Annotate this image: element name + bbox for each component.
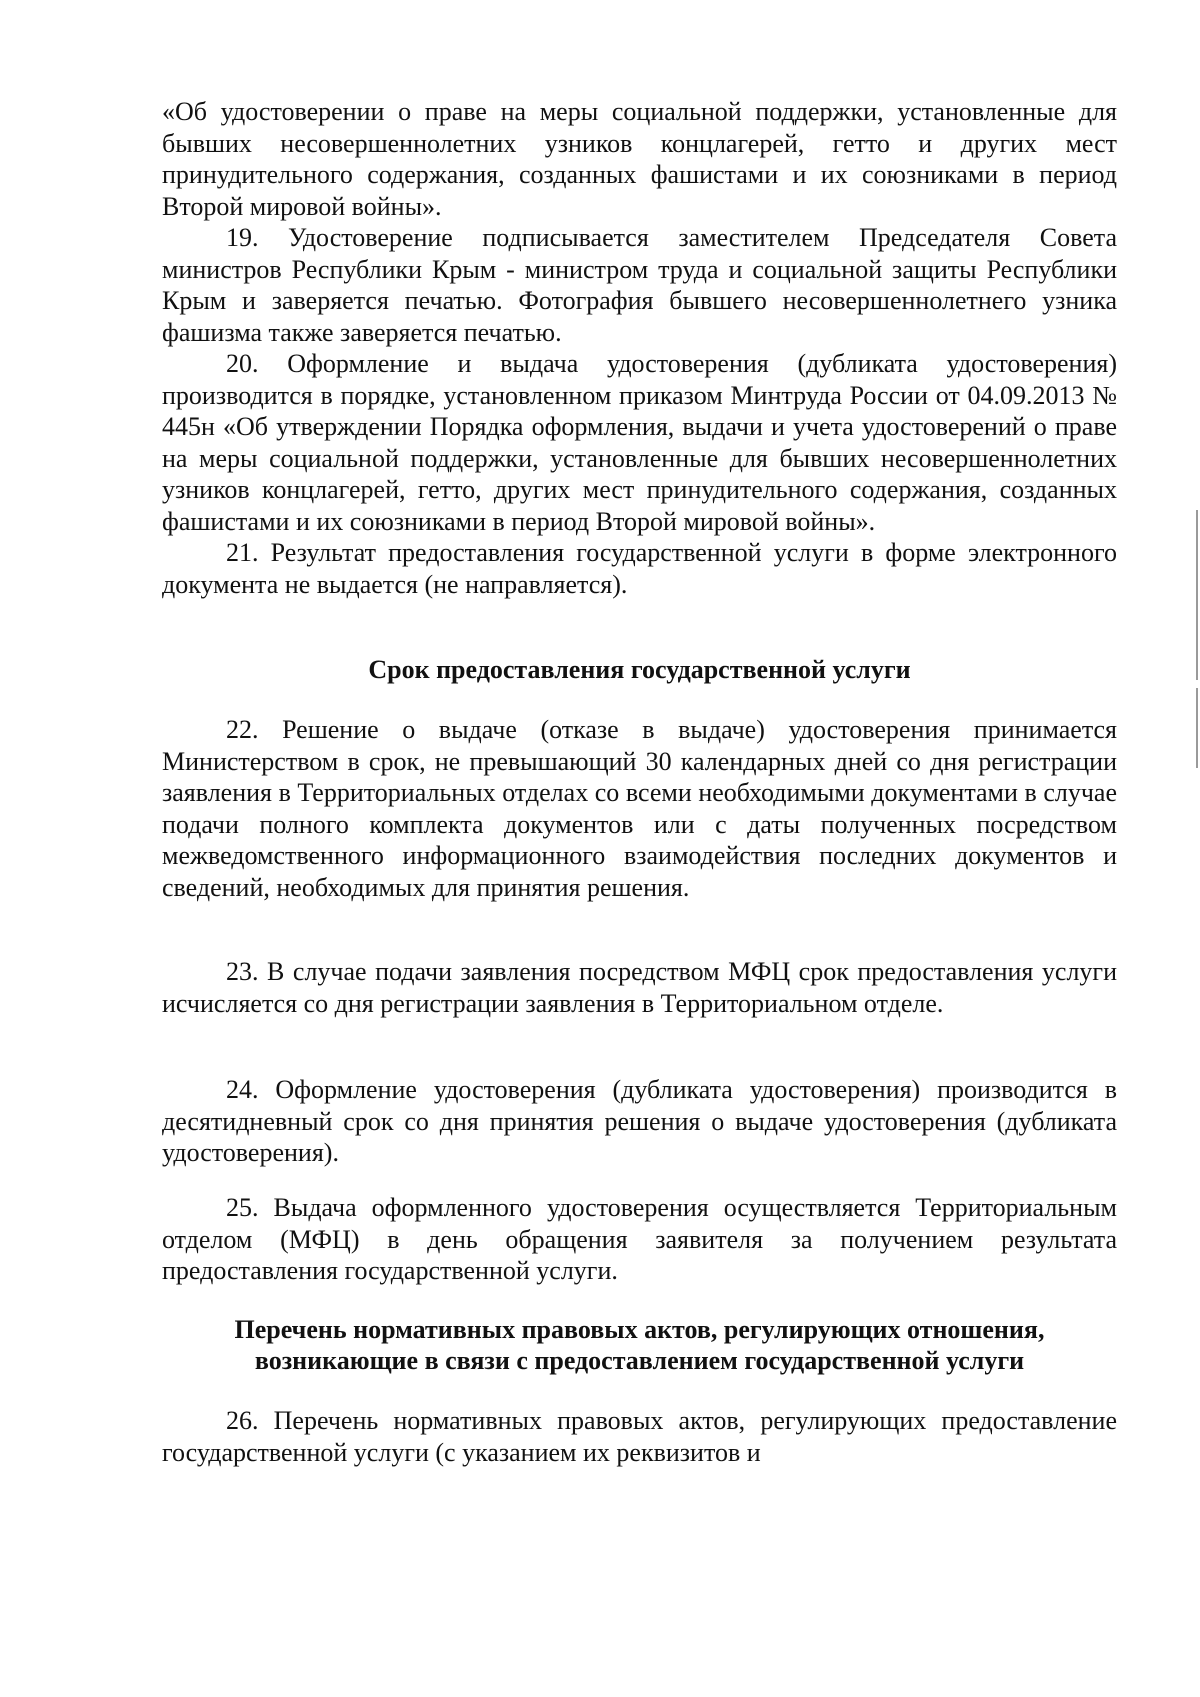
- section-heading-legal-acts-line-1: Перечень нормативных правовых актов, регулирующих отношения,: [234, 1315, 1045, 1344]
- paragraph-19: 19. Удостоверение подписывается заместителем Председателя Совета министров Республики Крым - министром труда и социальной защиты Республики Крым и заверяется печатью. Фотография бывшего несовершеннолетнего узника фашизма также заверяется печатью.: [162, 223, 1117, 347]
- paragraph-24-block: [162, 1074, 1117, 1169]
- paragraph-continuation: «Об удостоверении о праве на меры социальной поддержки, установленные для бывших несовершеннолетних узников концлагерей, гетто и других мест принудительного содержания, созданных фашистами и их союзниками в период Второй мировой войны».: [162, 97, 1117, 221]
- paragraph-23-block: [162, 956, 1117, 1019]
- paragraph-26: 26. Перечень нормативных правовых актов, регулирующих предоставление государственной услуги (с указанием их реквизитов и: [162, 1406, 1117, 1467]
- paragraph-23: 23. В случае подачи заявления посредством МФЦ срок предоставления услуги исчисляется со дня регистрации заявления в Территориальном отделе.: [162, 957, 1117, 1018]
- paragraph-22-block: [162, 714, 1117, 903]
- scan-edge-mark-lower: [1196, 688, 1198, 768]
- paragraphs-group-1: [162, 96, 1117, 600]
- paragraph-25: 25. Выдача оформленного удостоверения осуществляется Территориальным отделом (МФЦ) в день обращения заявителя за получением результата предоставления государственной услуги.: [162, 1193, 1117, 1285]
- paragraph-25-block: [162, 1192, 1117, 1287]
- paragraph-22: 22. Решение о выдаче (отказе в выдаче) удостоверения принимается Министерством в срок, не превышающий 30 календарных дней со дня регистрации заявления в Территориальных отделах со всеми необходимыми документами в случае подачи полного комплекта документов или с даты полученных посредством межведомственного информационного взаимодействия последних документов и сведений, необходимых для принятия решения.: [162, 715, 1117, 902]
- section-heading-term: Срок предоставления государственной услуги: [368, 655, 911, 684]
- paragraph-26-block: [162, 1405, 1117, 1468]
- section-heading-legal-acts-line-2: возникающие в связи с предоставлением государственной услуги: [254, 1346, 1025, 1375]
- paragraph-21: 21. Результат предоставления государственной услуги в форме электронного документа не выдается (не направляется).: [162, 538, 1117, 599]
- scan-edge-mark: [1196, 510, 1198, 680]
- paragraph-24: 24. Оформление удостоверения (дубликата удостоверения) производится в десятидневный срок со дня принятия решения о выдаче удостоверения (дубликата удостоверения).: [162, 1075, 1117, 1167]
- paragraph-20: 20. Оформление и выдача удостоверения (дубликата удостоверения) производится в порядке, установленном приказом Минтруда России от 04.09.2013 № 445н «Об утверждении Порядка оформления, выдачи и учета удостоверений о праве на меры социальной поддержки, установленные для бывших несовершеннолетних узников концлагерей, гетто, других мест принудительного содержания, созданных фашистами и их союзниками в период Второй мировой войны».: [162, 349, 1117, 536]
